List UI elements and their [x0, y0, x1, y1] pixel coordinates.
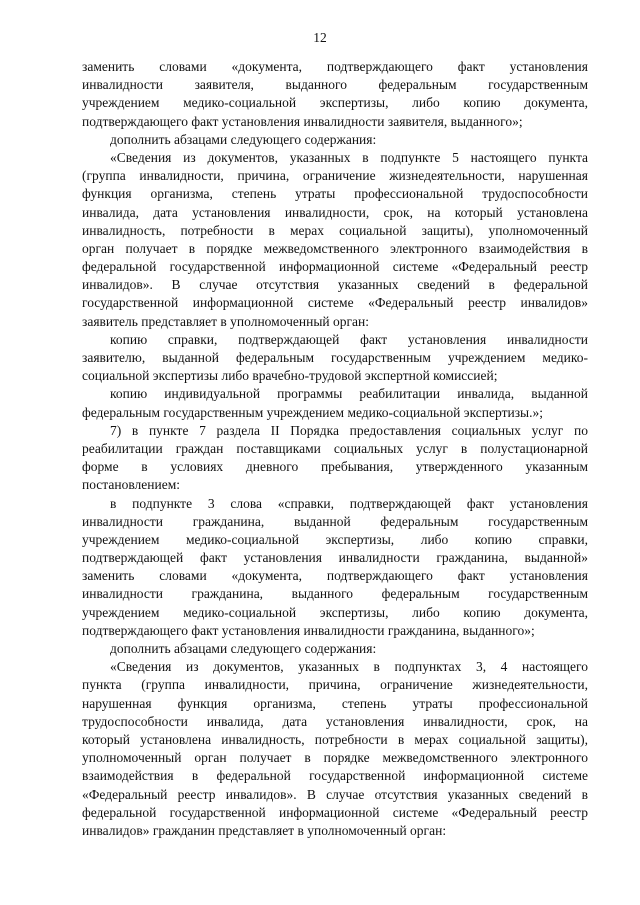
- text-line: инвалидность, потребности в мерах социальной защиты), уполномоченный: [82, 222, 588, 238]
- text-line: копию справки, подтверждающей факт установления инвалидности: [110, 331, 588, 347]
- text-line: инвалидности заявителя, выданного федеральным государственным: [82, 77, 588, 93]
- text-line: инвалидов». В случае отсутствия указанных сведений в федеральной: [82, 277, 588, 293]
- text-line: подтверждающего факт установления инвалидности заявителя, выданного»;: [82, 113, 523, 129]
- text-line: (группа инвалидности, причина, ограничение жизнедеятельности, нарушенная: [82, 168, 588, 184]
- text-line: заменить словами «документа, подтверждающего факт установления: [82, 59, 588, 74]
- text-line: уполномоченный орган получает в порядке межведомственного электронного: [82, 750, 588, 766]
- text-line: копию индивидуальной программы реабилитации инвалида, выданной: [110, 386, 588, 402]
- text-line: учреждением медико-социальной экспертизы, либо копию документа,: [82, 604, 588, 620]
- text-line: инвалида, дата установления инвалидности, срок, на который установлена: [82, 204, 588, 220]
- text-line: трудоспособности инвалида, дата установления инвалидности, срок, на: [82, 713, 588, 729]
- text-line: подтверждающего факт установления инвалидности гражданина, выданного»;: [82, 622, 535, 638]
- text-line: «Сведения из документов, указанных в подпунктах 3, 4 настоящего: [110, 659, 588, 675]
- text-line: учреждением медико-социальной экспертизы, либо копию справки,: [82, 531, 588, 547]
- text-line: взаимодействия в федеральной государственной информационной системе: [82, 768, 588, 784]
- text-line: в подпункте 3 слова «справки, подтверждающей факт установления: [110, 495, 588, 511]
- text-line: федеральной государственной информационной системе «Федеральный реестр: [82, 804, 588, 820]
- text-line: заявителю, выданной федеральным государственным учреждением медико-: [82, 350, 588, 365]
- text-line: реабилитации граждан поставщиками социальных услуг в полустационарной: [82, 440, 588, 456]
- document-body: [82, 58, 588, 840]
- text-line: функция организма, степень утраты профессиональной трудоспособности: [82, 186, 588, 202]
- text-line: который установлена инвалидность, потребности в мерах социальной защиты),: [82, 731, 588, 747]
- text-line: «Федеральный реестр инвалидов». В случае отсутствия указанных сведений в: [82, 786, 588, 802]
- text-line: федеральной государственной информационной системе «Федеральный реестр: [82, 259, 588, 275]
- text-line: инвалидов» гражданин представляет в уполномоченный орган:: [82, 822, 447, 838]
- text-line: дополнить абзацами следующего содержания:: [110, 131, 377, 147]
- text-line: подтверждающей факт установления инвалидности гражданина, выданной»: [82, 550, 588, 566]
- text-line: пункта (группа инвалидности, причина, ограничение жизнедеятельности,: [82, 677, 588, 693]
- text-line: дополнить абзацами следующего содержания:: [110, 641, 377, 656]
- text-line: постановлением:: [82, 477, 180, 493]
- text-line: инвалидности гражданина, выданного федеральным государственным: [82, 586, 588, 602]
- text-line: инвалидности гражданина, выданной федеральным государственным: [82, 513, 588, 529]
- text-line: федеральным государственным учреждением медико-социальной экспертизы.»;: [82, 404, 543, 420]
- text-line: нарушенная функция организма, степень утраты профессиональной: [82, 695, 588, 711]
- text-line: 7) в пункте 7 раздела II Порядка предоставления социальных услуг по: [110, 422, 588, 438]
- text-line: орган получает в порядке межведомственного электронного взаимодействия в: [82, 240, 588, 256]
- page-number: 12: [313, 30, 327, 45]
- text-line: государственной информационной системе «Федеральный реестр инвалидов»: [82, 295, 588, 311]
- text-line: «Сведения из документов, указанных в подпункте 5 настоящего пункта: [110, 149, 588, 165]
- text-line: заменить словами «документа, подтверждающего факт установления: [82, 568, 588, 584]
- text-line: форме в условиях дневного пребывания, утвержденного указанным: [82, 459, 588, 475]
- text-line: учреждением медико-социальной экспертизы, либо копию документа,: [82, 95, 588, 111]
- text-line: заявитель представляет в уполномоченный орган:: [82, 313, 370, 329]
- text-line: социальной экспертизы либо врачебно-трудовой экспертной комиссией;: [82, 368, 498, 384]
